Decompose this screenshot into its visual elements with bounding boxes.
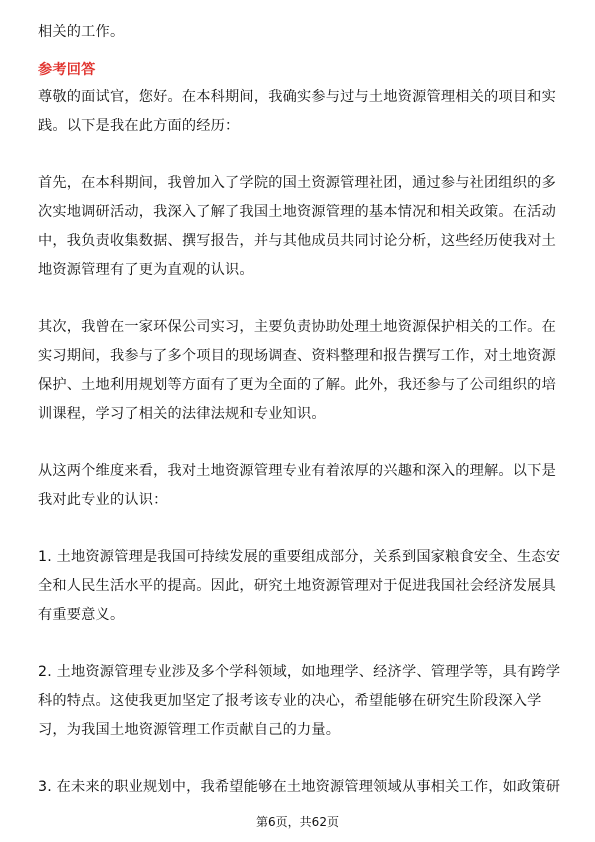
page-number-footer: 第6页，共62页 xyxy=(256,815,339,829)
text-line: 2. 土地资源管理专业涉及多个学科领域，如地理学、经济学、管理学等，具有跨学 xyxy=(38,664,561,680)
text-line: 次实地调研活动，我深入了解了我国土地资源管理的基本情况和相关政策。在活动 xyxy=(38,204,556,220)
text-line: 尊敬的面试官，您好。在本科期间，我确实参与过与土地资源管理相关的项目和实 xyxy=(38,89,556,105)
text-line: 3. 在未来的职业规划中，我希望能够在土地资源管理领域从事相关工作，如政策研 xyxy=(38,779,561,795)
text-line: 其次，我曾在一家环保公司实习，主要负责协助处理土地资源保护相关的工作。在 xyxy=(38,319,556,335)
text-line: 全和人民生活水平的提高。因此，研究土地资源管理对于促进我国社会经济发展具 xyxy=(38,578,556,594)
text-line: 地资源管理有了更为直观的认识。 xyxy=(38,262,254,278)
text-line: 相关的工作。 xyxy=(38,24,125,40)
text-line: 首先，在本科期间，我曾加入了学院的国土资源管理社团，通过参与社团组织的多 xyxy=(38,175,556,191)
text-line: 科的特点。这使我更加坚定了报考该专业的决心，希望能够在研究生阶段深入学 xyxy=(38,693,542,709)
text-line: 有重要意义。 xyxy=(38,607,125,623)
text-line: 习，为我国土地资源管理工作贡献自己的力量。 xyxy=(38,722,341,738)
text-line: 训课程，学习了相关的法律法规和专业知识。 xyxy=(38,406,326,422)
text-line: 践。以下是我在此方面的经历： xyxy=(38,118,240,134)
text-line: 中，我负责收集数据、撰写报告，并与其他成员共同讨论分析，这些经历使我对土 xyxy=(38,233,556,249)
section-heading: 参考回答 xyxy=(38,62,96,78)
text-line: 1. 土地资源管理是我国可持续发展的重要组成部分，关系到国家粮食安全、生态安 xyxy=(38,549,561,565)
text-line: 从这两个维度来看，我对土地资源管理专业有着浓厚的兴趣和深入的理解。以下是 xyxy=(38,463,556,479)
text-line: 我对此专业的认识： xyxy=(38,492,168,508)
text-line: 实习期间，我参与了多个项目的现场调查、资料整理和报告撰写工作，对土地资源 xyxy=(38,348,556,364)
text-line: 保护、土地利用规划等方面有了更为全面的了解。此外，我还参与了公司组织的培 xyxy=(38,377,556,393)
